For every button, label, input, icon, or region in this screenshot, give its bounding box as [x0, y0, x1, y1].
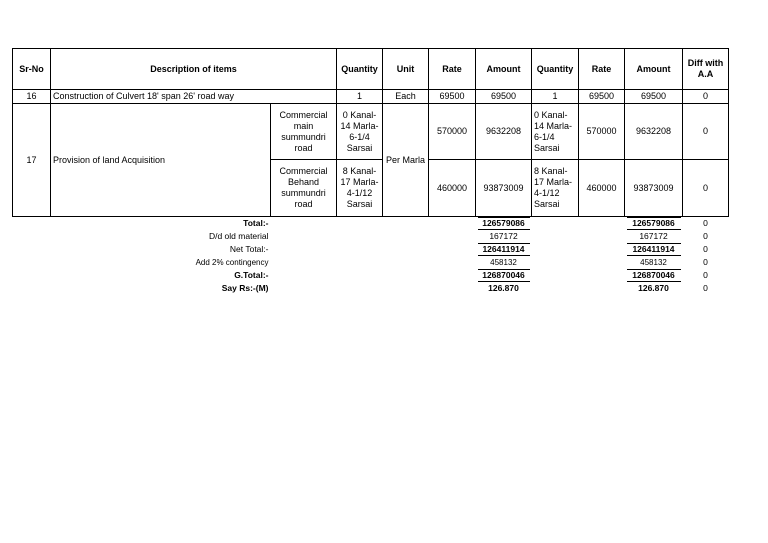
summary-dd-amount: 167172	[489, 231, 518, 241]
row16-rate: 69500	[429, 90, 476, 104]
row17-sub1-amount-2: 9632208	[625, 104, 683, 160]
summary-net-diff: 0	[703, 244, 708, 254]
summary-gtotal-label: G.Total:-	[234, 270, 269, 280]
row17-sub2-amount-2: 93873009	[625, 160, 683, 217]
summary-contingency-amount-2: 458132	[640, 258, 667, 267]
header-row	[13, 49, 729, 90]
summary-row	[13, 230, 729, 243]
table-row	[13, 104, 729, 160]
summary-dd-diff: 0	[703, 231, 708, 241]
row16-amount: 69500	[476, 90, 532, 104]
estimate-table	[12, 48, 729, 295]
row17-sub1-rate: 570000	[429, 104, 476, 160]
summary-total-diff: 0	[703, 218, 708, 228]
summary-dd-amount-2: 167172	[639, 231, 668, 241]
header-rate: Rate	[429, 49, 476, 90]
row16-rate-2: 69500	[579, 90, 625, 104]
table-row	[13, 90, 729, 104]
row17-unit: Per Marla	[383, 104, 429, 217]
header-diff: Diff with A.A	[683, 49, 729, 90]
row17-sub2-quantity-2: 8 Kanal-17 Marla-4-1/12 Sarsai	[532, 160, 579, 217]
summary-row	[13, 269, 729, 282]
row17-sub2-amount: 93873009	[476, 160, 532, 217]
summary-dd-label: D/d old material	[208, 231, 269, 241]
summary-net-label: Net Total:-	[229, 244, 269, 254]
row17-sub2-diff: 0	[683, 160, 729, 217]
summary-contingency-amount: 458132	[490, 258, 517, 267]
row17-sub1-quantity: 0 Kanal-14 Marla-6-1/4 Sarsai	[337, 104, 383, 160]
summary-gtotal-amount-2: 126870046	[627, 269, 681, 282]
summary-row	[13, 282, 729, 295]
row16-quantity: 1	[337, 90, 383, 104]
row16-diff: 0	[683, 90, 729, 104]
summary-total-label: Total:-	[243, 218, 269, 228]
summary-net-amount-2: 126411914	[627, 243, 681, 256]
summary-gtotal-diff: 0	[703, 270, 708, 280]
row16-description: Construction of Culvert 18' span 26' road way	[51, 90, 337, 104]
row17-description: Provision of land Acquisition	[51, 104, 271, 217]
summary-say-label: Say Rs:-(M)	[221, 283, 269, 293]
header-amount: Amount	[476, 49, 532, 90]
row17-sub1-amount: 9632208	[476, 104, 532, 160]
summary-contingency-label: Add 2% contingency	[195, 258, 269, 267]
summary-contingency-diff: 0	[703, 257, 708, 267]
row16-unit: Each	[383, 90, 429, 104]
row17-sr: 17	[13, 104, 51, 217]
header-rate-2: Rate	[579, 49, 625, 90]
summary-say-amount-2: 126.870	[638, 283, 669, 293]
row17-sub1-label: Commercial main summundri road	[271, 104, 337, 160]
header-sr-no: Sr-No	[13, 49, 51, 90]
summary-row	[13, 217, 729, 231]
header-amount-2: Amount	[625, 49, 683, 90]
summary-total-amount-2: 126579086	[627, 217, 681, 230]
header-quantity: Quantity	[337, 49, 383, 90]
row17-sub1-rate-2: 570000	[579, 104, 625, 160]
summary-net-amount: 126411914	[478, 243, 530, 256]
row17-sub2-quantity: 8 Kanal-17 Marla-4-1/12 Sarsai	[337, 160, 383, 217]
row16-amount-2: 69500	[625, 90, 683, 104]
summary-row	[13, 243, 729, 256]
summary-say-amount: 126.870	[488, 283, 519, 293]
row17-sub2-rate: 460000	[429, 160, 476, 217]
row17-sub2-rate-2: 460000	[579, 160, 625, 217]
summary-gtotal-amount: 126870046	[478, 269, 530, 282]
summary-say-diff: 0	[703, 283, 708, 293]
row17-sub1-diff: 0	[683, 104, 729, 160]
row17-sub1-quantity-2: 0 Kanal-14 Marla-6-1/4 Sarsai	[532, 104, 579, 160]
header-unit: Unit	[383, 49, 429, 90]
summary-row	[13, 256, 729, 269]
header-description: Description of items	[51, 49, 337, 90]
summary-total-amount: 126579086	[478, 217, 530, 230]
row16-sr: 16	[13, 90, 51, 104]
row16-quantity-2: 1	[532, 90, 579, 104]
header-quantity-2: Quantity	[532, 49, 579, 90]
row17-sub2-label: Commercial Behand summundri road	[271, 160, 337, 217]
